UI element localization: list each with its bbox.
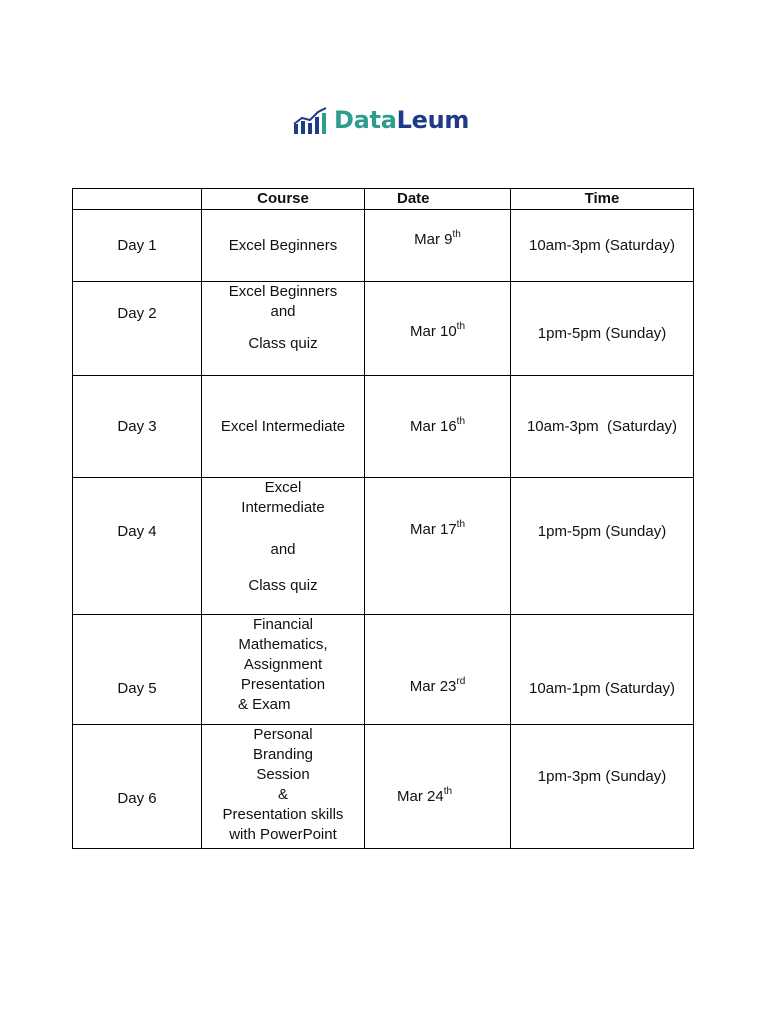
date-cell [365, 282, 511, 376]
day-cell [73, 615, 202, 725]
date-cell [365, 615, 511, 725]
table-row [73, 376, 694, 478]
date-suffix: th [456, 519, 466, 530]
date-cell [365, 210, 511, 282]
time-text: 1pm-5pm (Sunday) [537, 523, 667, 540]
day-label: Day 6 [117, 790, 157, 807]
table-row [73, 725, 694, 849]
time-cell [511, 282, 694, 376]
course-cell [202, 282, 365, 376]
header-date: Date [365, 189, 511, 210]
header-blank [73, 189, 202, 210]
date-text: Mar 10 [409, 323, 457, 340]
course-line: Excel [264, 479, 302, 496]
day-label: Day 5 [117, 680, 157, 697]
course-line: Class quiz [248, 577, 318, 594]
course-line: Presentation skills [222, 806, 344, 823]
date-text: Mar 24 [397, 788, 444, 805]
course-line: & Exam [238, 696, 291, 713]
header-time: Time [511, 189, 694, 210]
day-label: Day 2 [117, 305, 157, 322]
course-line: Excel Beginners [228, 283, 338, 300]
time-cell [511, 478, 694, 615]
time-text: 1pm-5pm (Sunday) [537, 325, 667, 342]
day-cell: Day 1 [73, 210, 202, 282]
course-line: and [270, 303, 296, 320]
time-cell [511, 725, 694, 849]
date-text: Mar 17 [409, 521, 457, 538]
day-cell: Day 3 [73, 376, 202, 478]
logo-text-leum: Leum [396, 106, 470, 134]
course-cell: Excel Intermediate [202, 376, 365, 478]
table-row [73, 615, 694, 725]
course-line: Class quiz [248, 335, 318, 352]
date-text: Mar 9 [414, 231, 453, 248]
course-line: and [270, 541, 296, 558]
course-line: Intermediate [241, 499, 325, 516]
course-line: Personal [253, 726, 313, 743]
date-suffix: rd [456, 676, 466, 687]
course-line: & [277, 786, 288, 803]
date-cell [365, 725, 511, 849]
date-cell [365, 478, 511, 615]
day-label: Day 4 [117, 523, 157, 540]
course-line: Branding [252, 746, 314, 763]
date-suffix: th [452, 229, 461, 240]
course-schedule-table [72, 188, 694, 849]
course-cell [202, 210, 365, 282]
bar-chart-icon [292, 104, 332, 134]
date-text: Mar 16 [409, 417, 457, 435]
header-course: Course [202, 189, 365, 210]
course-line: Financial [252, 616, 314, 633]
date-suffix: th [443, 786, 453, 797]
course-line: Assignment [243, 656, 323, 673]
time-text: 1pm-3pm (Sunday) [537, 768, 667, 785]
table-row [73, 210, 694, 282]
time-text: 10am-1pm (Saturday) [529, 680, 675, 697]
date-cell [365, 376, 511, 478]
course-line: Excel Beginners [228, 236, 338, 254]
day-cell [73, 282, 202, 376]
course-line: with PowerPoint [229, 826, 337, 843]
course-line: Presentation [240, 676, 326, 693]
logo-text-data: Data [334, 106, 397, 134]
date-suffix: th [456, 321, 466, 332]
dataleum-logo [292, 100, 469, 134]
table-row [73, 282, 694, 376]
course-cell [202, 478, 365, 615]
course-line: Session [256, 766, 310, 783]
course-cell [202, 725, 365, 849]
course-line: Mathematics, [238, 636, 328, 653]
day-cell [73, 725, 202, 849]
time-cell [511, 615, 694, 725]
logo-wordmark [334, 106, 469, 134]
day-cell [73, 478, 202, 615]
time-cell: 10am-3pm (Saturday) [511, 376, 694, 478]
time-cell: 10am-3pm (Saturday) [511, 210, 694, 282]
course-cell [202, 615, 365, 725]
date-suffix: th [456, 415, 466, 427]
table-header-row [73, 189, 694, 210]
table-row [73, 478, 694, 615]
date-text: Mar 23 [409, 678, 457, 695]
